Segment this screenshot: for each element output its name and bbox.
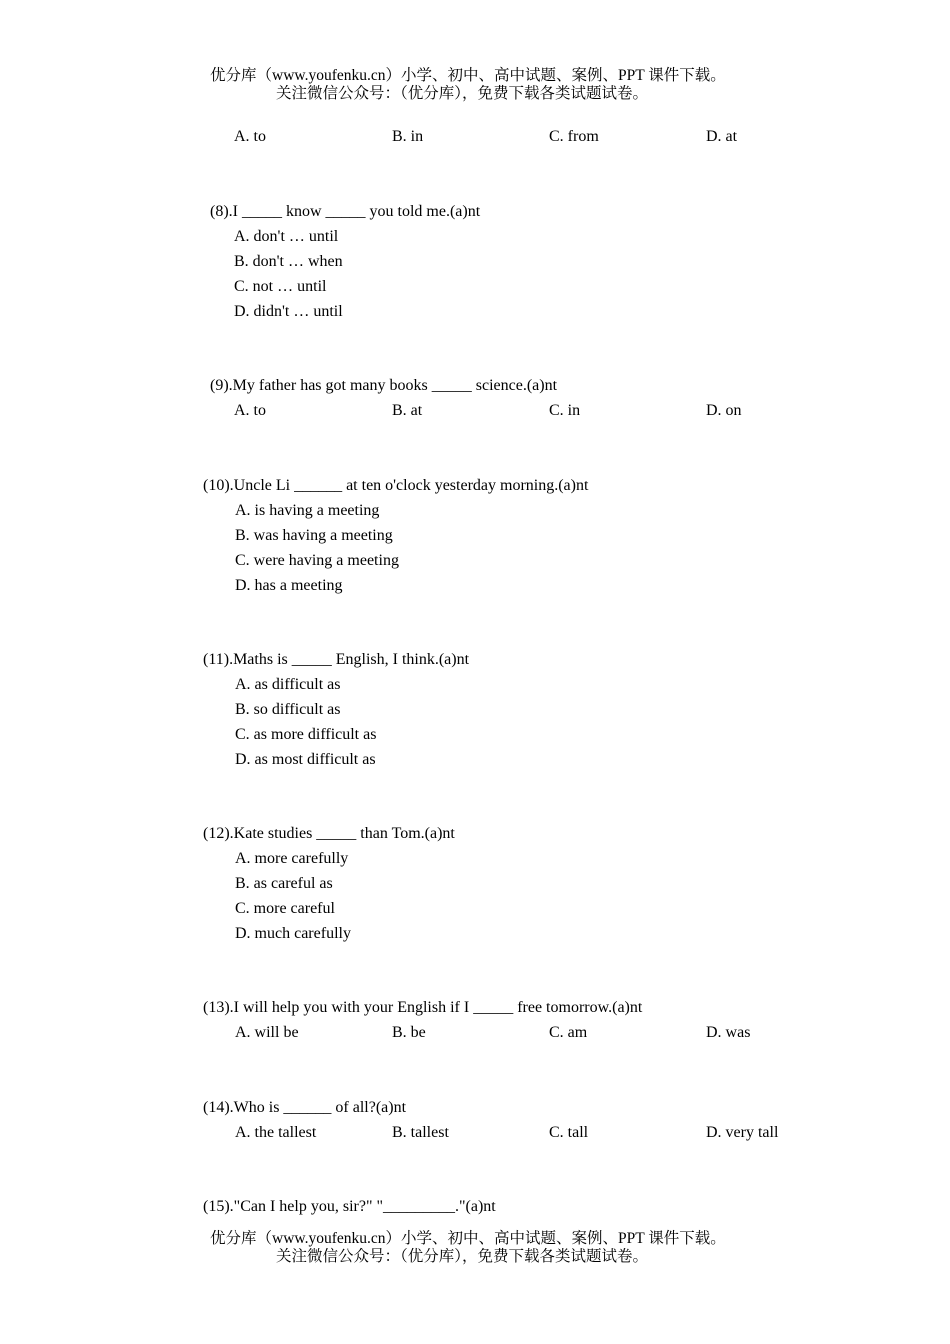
option-d: D. was bbox=[706, 1024, 751, 1041]
question-stem: (14).Who is ______ of all?(a)nt bbox=[203, 1099, 407, 1116]
option-c: C. were having a meeting bbox=[235, 552, 399, 569]
option-c: C. from bbox=[549, 128, 599, 145]
option-a: A. don't … until bbox=[234, 228, 339, 245]
option-d: D. as most difficult as bbox=[235, 751, 376, 768]
option-b: B. at bbox=[392, 402, 423, 419]
option-a: A. is having a meeting bbox=[235, 502, 380, 519]
option-c: C. not … until bbox=[234, 278, 327, 295]
option-d: D. has a meeting bbox=[235, 577, 343, 594]
option-a: A. to bbox=[234, 402, 266, 419]
option-c: C. tall bbox=[549, 1124, 589, 1141]
question-stem: (9).My father has got many books _____ science.(a)nt bbox=[210, 377, 558, 394]
option-a: A. the tallest bbox=[235, 1124, 317, 1141]
option-b: B. in bbox=[392, 128, 424, 145]
option-b: B. don't … when bbox=[234, 253, 343, 270]
option-a: A. more carefully bbox=[235, 850, 349, 867]
option-c: C. in bbox=[549, 402, 581, 419]
question-stem: (8).I _____ know _____ you told me.(a)nt bbox=[210, 203, 481, 220]
question-stem: (13).I will help you with your English if I _____ free tomorrow.(a)nt bbox=[203, 999, 643, 1016]
option-c: C. as more difficult as bbox=[235, 726, 377, 743]
footer-line-1: 优分库（www.youfenku.cn）小学、初中、高中试题、案例、PPT 课件下载。 bbox=[210, 1230, 726, 1247]
option-d: D. at bbox=[706, 128, 738, 145]
question-stem: (15)."Can I help you, sir?" "_________."(a)nt bbox=[203, 1198, 496, 1215]
option-b: B. was having a meeting bbox=[235, 527, 393, 544]
option-c: C. more careful bbox=[235, 900, 335, 917]
question-stem: (11).Maths is _____ English, I think.(a)nt bbox=[203, 651, 470, 668]
question-stem: (12).Kate studies _____ than Tom.(a)nt bbox=[203, 825, 455, 842]
footer-line-2: 关注微信公众号：（优分库），免费下载各类试题试卷。 bbox=[276, 1248, 649, 1265]
option-d: D. on bbox=[706, 402, 742, 419]
option-a: A. to bbox=[234, 128, 266, 145]
option-a: A. as difficult as bbox=[235, 676, 341, 693]
option-a: A. will be bbox=[235, 1024, 299, 1041]
header-line-2: 关注微信公众号：（优分库），免费下载各类试题试卷。 bbox=[276, 85, 649, 102]
option-d: D. very tall bbox=[706, 1124, 779, 1141]
option-c: C. am bbox=[549, 1024, 588, 1041]
header-line-1: 优分库（www.youfenku.cn）小学、初中、高中试题、案例、PPT 课件下载。 bbox=[210, 67, 726, 84]
option-b: B. so difficult as bbox=[235, 701, 341, 718]
option-d: D. didn't … until bbox=[234, 303, 343, 320]
option-b: B. tallest bbox=[392, 1124, 449, 1141]
question-stem: (10).Uncle Li ______ at ten o'clock yesterday morning.(a)nt bbox=[203, 477, 589, 494]
option-b: B. as careful as bbox=[235, 875, 333, 892]
option-b: B. be bbox=[392, 1024, 426, 1041]
option-d: D. much carefully bbox=[235, 925, 351, 942]
